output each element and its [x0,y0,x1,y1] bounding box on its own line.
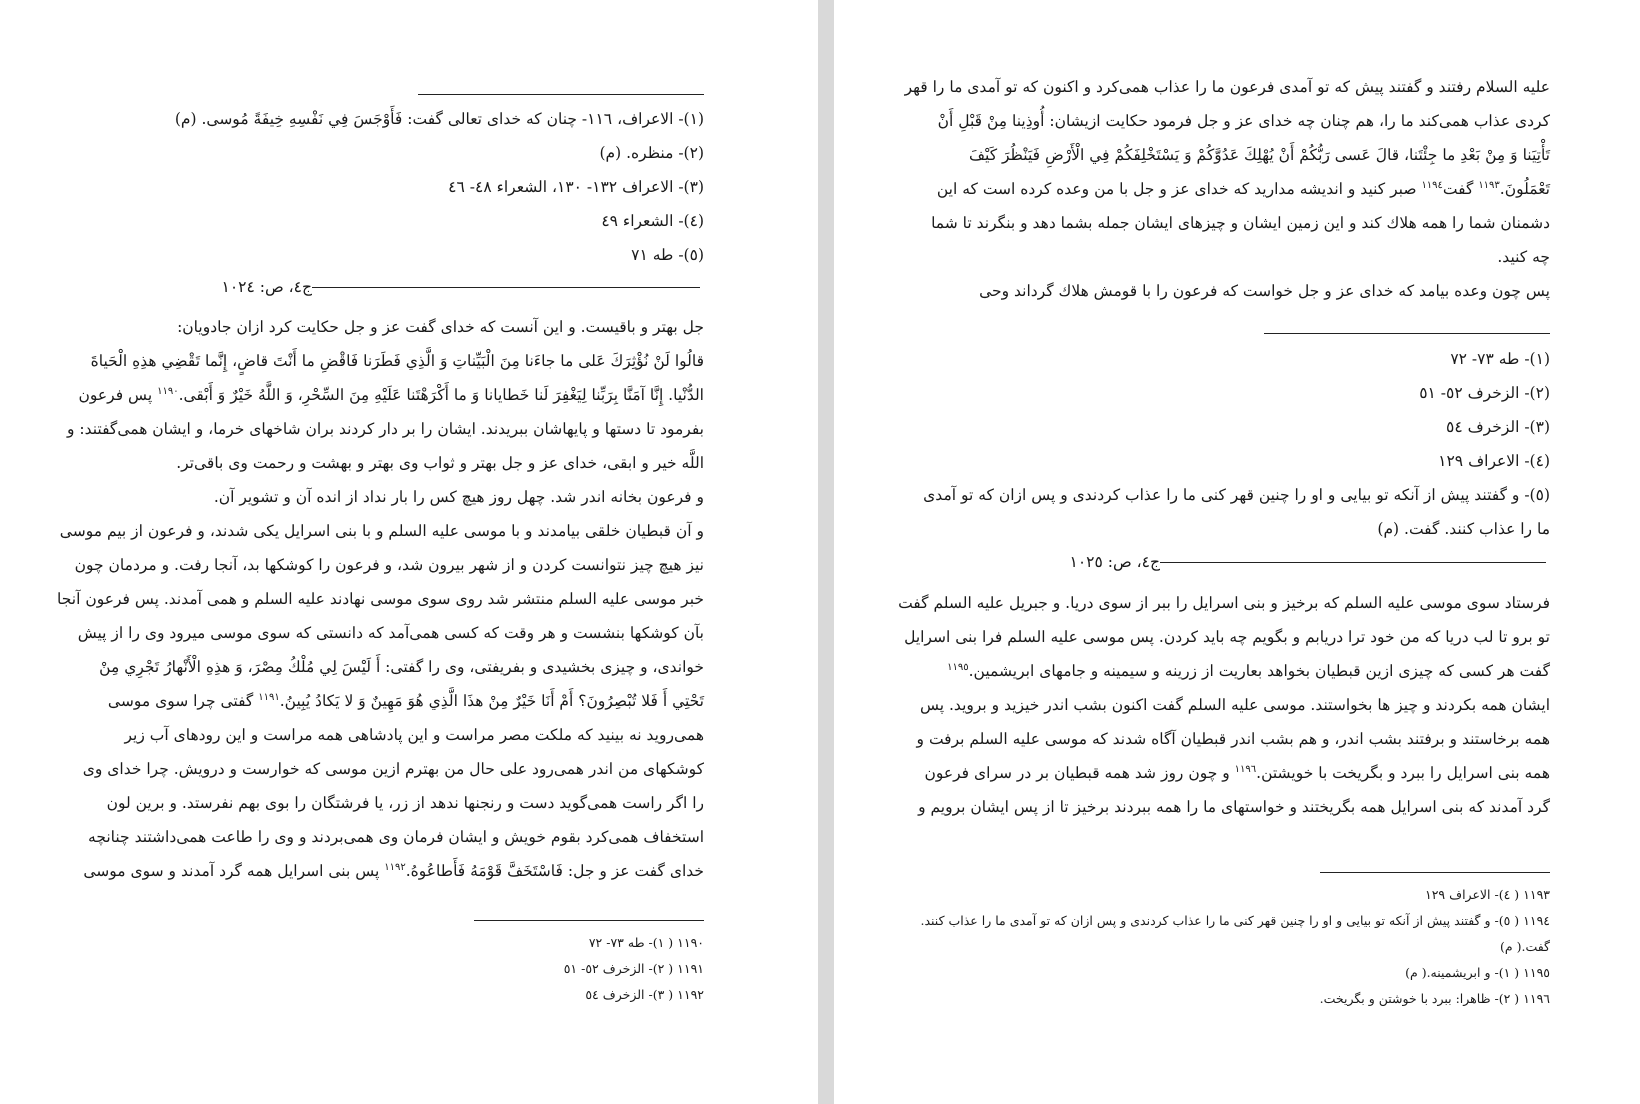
page-marker-label: ج‏٤، ص: ١٠٢٥ [1069,553,1160,571]
text-line: دشمنان شما را همه هلاك كند و اين زمين ايشان و چيزهاى ايشان جمله بشما دهد و بنگرند تا شما [931,214,1550,232]
top-footnote-rule [1264,333,1550,334]
body-text-2 [898,586,1550,824]
text-line: جل بهتر و باقيست. و اين آنست كه خداى گفت عز و جل حكايت كرد ازان جادويان: [177,318,704,336]
text-line: كوشكهاى من اندر همى‌رود على حال من بهترم ازين موسى كه خوارست و درويش. چرا خداى وى [82,760,704,778]
endnote: ١١٩١ ( ٢)- الزخرف ٥٢- ٥١ [563,961,704,976]
endnotes [400,930,704,1008]
footnote-ref[interactable]: ١١٩٢ [384,861,406,873]
footnote: (٢)- منظره. (م) [599,144,704,162]
footnote: (٣)- الاعراف ١٣٢- ١٣٠، الشعراء ٤٨- ٤٦ [448,178,704,196]
footnote: (٣)- الزخرف ٥٤ [1446,418,1550,436]
text-line [83,854,704,888]
top-footnotes [923,342,1550,546]
endnote-rule [1320,872,1550,873]
line-text: و چون روز شد همه قبطيان بر در سراى فرعون [924,764,1230,782]
left-page [0,0,818,1104]
footnote: (١)- الاعراف، ١١٦- چنان كه خداى تعالى گفت: فَأَوْجَسَ فِي نَفْسِهِ خِيفَةً مُوسى. (م) [174,110,704,128]
footnote-ref[interactable]: ١١٩٠ [157,385,179,397]
endnotes [920,882,1550,1012]
body-text [904,70,1550,308]
endnote-rule [474,920,704,921]
endnote: ١١٩٠ ( ١)- طه ٧٣- ٧٢ [588,935,704,950]
endnote: ١١٩٣ ( ٤)- الاعراف ١٢٩ [1425,887,1550,902]
footnote: (٥)- و گفتند پيش از آنكه تو بيايى و او را چنين قهر كنى ما را عذاب كردندى و پس ازان كه تو آمدى [923,486,1550,504]
text-line: گرد آمدند كه بنى اسرايل همه بگريختند و خواستهاى ما را همه ببردند برخيز تا از پس ايشان برويم و [918,798,1550,816]
top-footnotes [100,102,704,272]
footnote-ref[interactable]: ١١٩٥ [947,661,969,673]
marker-dash [312,287,700,288]
endnote: ١١٩٦ ( ٢)- ظاهرا: ببرد با خوشتن و بگريخت. [1319,991,1550,1006]
page-marker [1070,553,1550,571]
text-line [924,756,1550,790]
page-marker [222,278,704,296]
footnote: (٥)- طه ٧١ [631,246,704,264]
text-line: و آن قبطيان خلقى بيامدند و با موسى عليه السلم و با بنى اسرايل يكى شدند، و فرعون از بيم موسى [59,522,704,540]
body-text [57,310,704,888]
page-gutter [818,0,834,1104]
text-line: و فرعون بخانه اندر شد. چهل روز هيچ كس را بار نداد از انده آن و تشوير آن. [213,488,704,506]
endnote: ١١٩٢ ( ٣)- الزخرف ٥٤ [585,987,704,1002]
text-line: همى‌رويد نه بينيد كه ملكت مصر مراست و اين پادشاهى همه مراست و اين رودهاى آب زير [124,726,704,744]
line-text: همه بنى اسرايل را ببرد و بگريخت با خويشتن. [1256,764,1550,782]
text-line [947,654,1550,688]
endnote: ١١٩٤ ( ٥)- و گفتند پيش از آنكه تو بيايى و او را چنين قهر كنى ما را عذاب كردندى و پس ازان كه تو آمدى ما را عذاب كنند. [920,913,1550,928]
text-line: خبر موسى عليه السلم منتشر شد روى سوى موسى نهادند عليه السلم و همى آمدند. پس فرعون آنجا [57,590,704,608]
text-line: عليه السلام رفتند و گفتند پيش كه تو آمدى فرعون ما را عذاب همى‌كرد و اكنون كه تو آمدى ما را قهر [904,78,1550,96]
endnote: ١١٩٥ ( ١)- و ابريشمينه.( م) [1405,965,1550,980]
footnote-ref[interactable]: ١١٩١ [258,691,280,703]
footnote: (٤)- الاعراف ١٢٩ [1438,452,1550,470]
line-text: گفت هر كسى كه چيزى ازين قبطيان بخواهد بعاريت از زرينه و سيمينه و جامهاى ابريشمين. [968,662,1550,680]
text-line: نيز هيچ چيز نتوانست كردن و از شهر بيرون شد، و فرعون را كوشكها بد، آنجا رفت. و مردمان چون [74,556,704,574]
marker-dash [1160,562,1546,563]
line-text: تَحْتِي أَ فَلا تُبْصِرُونَ؟ أَمْ أَنَا خَيْرٌ مِنْ هذَا الَّذِي هُوَ مَهِينٌ وَ لا يَكادُ يُبِينُ. [279,692,704,710]
text-line: اللَّه خير و ابقى، خداى عز و جل بهتر و ثواب وى بهتر و بهشت و رحمت وى باقى‌تر. [176,454,704,472]
text-line: خواندى، و چيزى بخشيدى و بفريفتى، وى را گفتى: أَ لَيْسَ لِي مُلْكُ مِصْرَ، وَ هذِهِ الْأَنْهارُ تَجْرِي مِنْ [99,658,704,676]
text-line: بفرمود تا دستها و پايهاشان ببريدند. ايشان را بر دار كردند بران شاخهاى خرما، و ايشان همى‌گفتند: و [66,420,704,438]
footnote: (١)- طه ٧٣- ٧٢ [1450,350,1550,368]
text-line: چه كنيد. [1497,248,1550,266]
line-text: گفتى چرا سوى موسى [107,692,254,710]
line-text: الدُّنْيا. إِنَّا آمَنَّا بِرَبِّنا لِيَغْفِرَ لَنا خَطايانا وَ ما أَكْرَهْتَنا عَلَيْهِ مِنَ السِّحْرِ، وَ اللَّهُ خَيْرٌ وَ أَبْقى‏. [178,386,704,404]
line-text: صبر كنيد و انديشه مداريد كه خداى عز و جل با من وعده كرده است كه اين [936,180,1417,198]
text-line: تو برو تا لب دريا كه من خود ترا دريابم و بگويم چه بايد كردن. پس موسى عليه السلم فرا بنى اسرايل [904,628,1550,646]
text-line: ايشان همه بكردند و چيز ها بخواستند. موسى عليه السلم گفت اكنون بشب اندر خيزيد و برويد. پس [920,696,1550,714]
line-text: خداى گفت عز و جل: فَاسْتَخَفَّ قَوْمَهُ فَأَطاعُوهُ. [405,862,704,880]
line-text: پس بنى اسرايل همه گرد آمدند و سوى موسى [83,862,380,880]
line-text: تَعْمَلُونَ. [1499,180,1550,198]
top-footnote-rule [418,94,704,95]
footnote: (٤)- الشعراء ٤٩ [601,212,704,230]
text-line: پس چون وعده بيامد كه خداى عز و جل خواست كه فرعون را با قومش هلاك گرداند وحى [979,282,1550,300]
endnote: گفت.( م) [1500,939,1550,954]
line-text: گفت [1442,180,1474,198]
text-line: همه برخاستند و برفتند بشب اندر، و هم بشب اندر قبطيان آگاه شدند كه موسى عليه السلم برفت و [916,730,1550,748]
text-line [78,378,704,412]
footnote-ref[interactable]: ١١٩٤ [1421,179,1443,191]
text-line: تَأْتِيَنا وَ مِنْ بَعْدِ ما جِئْتَنا، قالَ عَسى‏ رَبُّكُمْ أَنْ يُهْلِكَ عَدُوَّكُمْ وَ يَسْتَخْلِفَكُمْ فِي الْأَرْضِ فَيَنْظُرَ كَيْفَ [968,146,1550,164]
text-line: بآن كوشكها بنشست و هر وقت كه كسى همى‌آمد كه دانستى كه سوى موسى ميرود وى را از پيش [77,624,704,642]
footnote-ref[interactable]: ١١٩٣ [1478,179,1500,191]
text-line [107,684,704,718]
text-line: استخفاف همى‌كرد بقوم خويش و ايشان فرمان وى همى‌بردند و وى را طاعت همى‌داشتند چنانچه [88,828,704,846]
line-text: پس فرعون [78,386,153,404]
footnote: ما را عذاب كنند. گفت. (م) [1377,520,1550,538]
text-line: فرستاد سوى موسى عليه السلم كه برخيز و بنى اسرايل را ببر از سوى دريا. و جبريل عليه السلم گفت [898,594,1550,612]
text-line: را اگر راست همى‌گويد دست و رنجنها ندهد از زر، يا فرشتگان را بوى بهم نفرستد. و برين لون [106,794,704,812]
footnote-ref[interactable]: ١١٩٦ [1234,763,1257,775]
page-marker-label: ج‏٤، ص: ١٠٢٤ [221,278,312,296]
text-line: كردى عذاب همى‌كند ما را، هم چنان چه خداى عز و جل فرمود حكايت ازيشان: أُوذِينا مِنْ قَبْلِ أَنْ [937,112,1550,130]
text-line: قالُوا لَنْ نُؤْثِرَكَ عَلى‏ ما جاءَنا مِنَ الْبَيِّناتِ وَ الَّذِي فَطَرَنا فَاقْضِ ما أَنْتَ قاضٍ، إِنَّما تَقْضِي هذِهِ الْحَياةَ [90,352,704,370]
right-page [834,0,1640,1104]
footnote: (٢)- الزخرف ٥٢- ٥١ [1419,384,1550,402]
text-line [936,172,1550,206]
